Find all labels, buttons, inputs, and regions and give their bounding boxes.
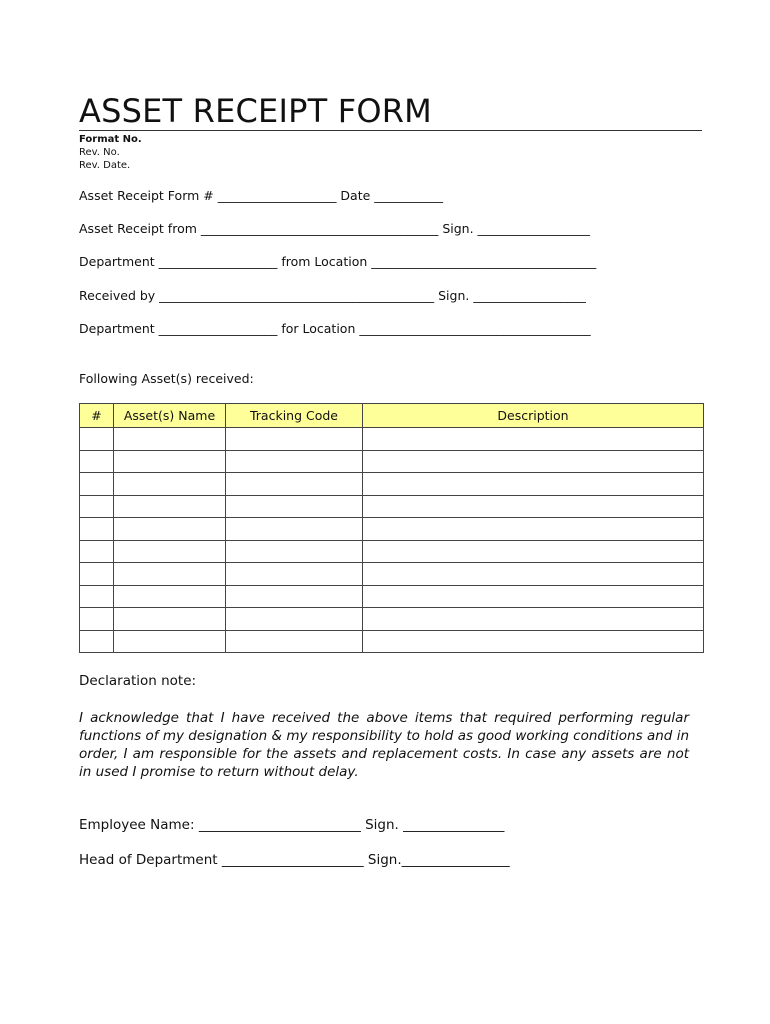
header-number: # [80, 404, 114, 428]
cell-tracking-code[interactable] [226, 495, 363, 518]
declaration-text: I acknowledge that I have received the above items that required performing regular functions of my designation & my responsibility to hold as good working conditions and in order, I am responsible for the assets and replacement costs. In case any assets are not in used I promise to return without delay. [79, 710, 689, 780]
table-row [80, 563, 704, 586]
table-row [80, 585, 704, 608]
cell-asset-name[interactable] [114, 473, 226, 496]
asset-receipt-form-number-line[interactable]: Asset Receipt Form # ___________________ Date ___________ [79, 188, 444, 203]
cell-tracking-code[interactable] [226, 540, 363, 563]
cell-asset-name[interactable] [114, 450, 226, 473]
following-assets-label: Following Asset(s) received: [79, 371, 254, 386]
cell-description[interactable] [363, 630, 704, 653]
cell-tracking-code[interactable] [226, 585, 363, 608]
cell-number[interactable] [80, 563, 114, 586]
cell-asset-name[interactable] [114, 563, 226, 586]
cell-tracking-code[interactable] [226, 428, 363, 451]
cell-tracking-code[interactable] [226, 563, 363, 586]
cell-number[interactable] [80, 473, 114, 496]
cell-number[interactable] [80, 585, 114, 608]
table-row [80, 495, 704, 518]
form-meta [79, 133, 703, 172]
format-no: Format No. [79, 134, 142, 145]
rev-date: Rev. Date. [79, 160, 131, 171]
cell-description[interactable] [363, 473, 704, 496]
cell-asset-name[interactable] [114, 540, 226, 563]
table-row [80, 428, 704, 451]
table-row [80, 473, 704, 496]
employee-name-sign-line[interactable]: Employee Name: ________________________ Sign. _______________ [79, 817, 505, 833]
cell-asset-name[interactable] [114, 630, 226, 653]
table-row [80, 630, 704, 653]
cell-asset-name[interactable] [114, 495, 226, 518]
asset-receipt-from-line[interactable]: Asset Receipt from ______________________________________ Sign. __________________ [79, 221, 591, 236]
table-row [80, 608, 704, 631]
cell-description[interactable] [363, 428, 704, 451]
header-asset-name: Asset(s) Name [114, 404, 226, 428]
header-tracking-code: Tracking Code [226, 404, 363, 428]
cell-asset-name[interactable] [114, 585, 226, 608]
cell-number[interactable] [80, 608, 114, 631]
cell-asset-name[interactable] [114, 428, 226, 451]
cell-number[interactable] [80, 428, 114, 451]
cell-number[interactable] [80, 495, 114, 518]
cell-asset-name[interactable] [114, 518, 226, 541]
cell-description[interactable] [363, 585, 704, 608]
cell-description[interactable] [363, 608, 704, 631]
for-department-line[interactable]: Department ___________________ for Location _____________________________________ [79, 321, 591, 336]
form-title: ASSET RECEIPT FORM [79, 92, 702, 131]
table-row [80, 518, 704, 541]
cell-description[interactable] [363, 563, 704, 586]
assets-table [79, 403, 704, 653]
cell-tracking-code[interactable] [226, 608, 363, 631]
cell-tracking-code[interactable] [226, 473, 363, 496]
asset-receipt-form [79, 92, 703, 868]
cell-tracking-code[interactable] [226, 518, 363, 541]
cell-number[interactable] [80, 630, 114, 653]
table-header-row [80, 404, 704, 428]
from-department-line[interactable]: Department ___________________ from Location ____________________________________ [79, 254, 597, 269]
cell-description[interactable] [363, 495, 704, 518]
cell-number[interactable] [80, 518, 114, 541]
cell-description[interactable] [363, 540, 704, 563]
cell-number[interactable] [80, 540, 114, 563]
header-description: Description [363, 404, 704, 428]
cell-description[interactable] [363, 450, 704, 473]
table-row [80, 450, 704, 473]
cell-asset-name[interactable] [114, 608, 226, 631]
head-of-department-sign-line[interactable]: Head of Department _____________________ Sign.________________ [79, 852, 510, 868]
declaration-title: Declaration note: [79, 673, 197, 689]
cell-tracking-code[interactable] [226, 630, 363, 653]
rev-no: Rev. No. [79, 147, 120, 158]
table-row [80, 540, 704, 563]
received-by-line[interactable]: Received by ____________________________________________ Sign. __________________ [79, 288, 586, 303]
cell-description[interactable] [363, 518, 704, 541]
cell-tracking-code[interactable] [226, 450, 363, 473]
cell-number[interactable] [80, 450, 114, 473]
